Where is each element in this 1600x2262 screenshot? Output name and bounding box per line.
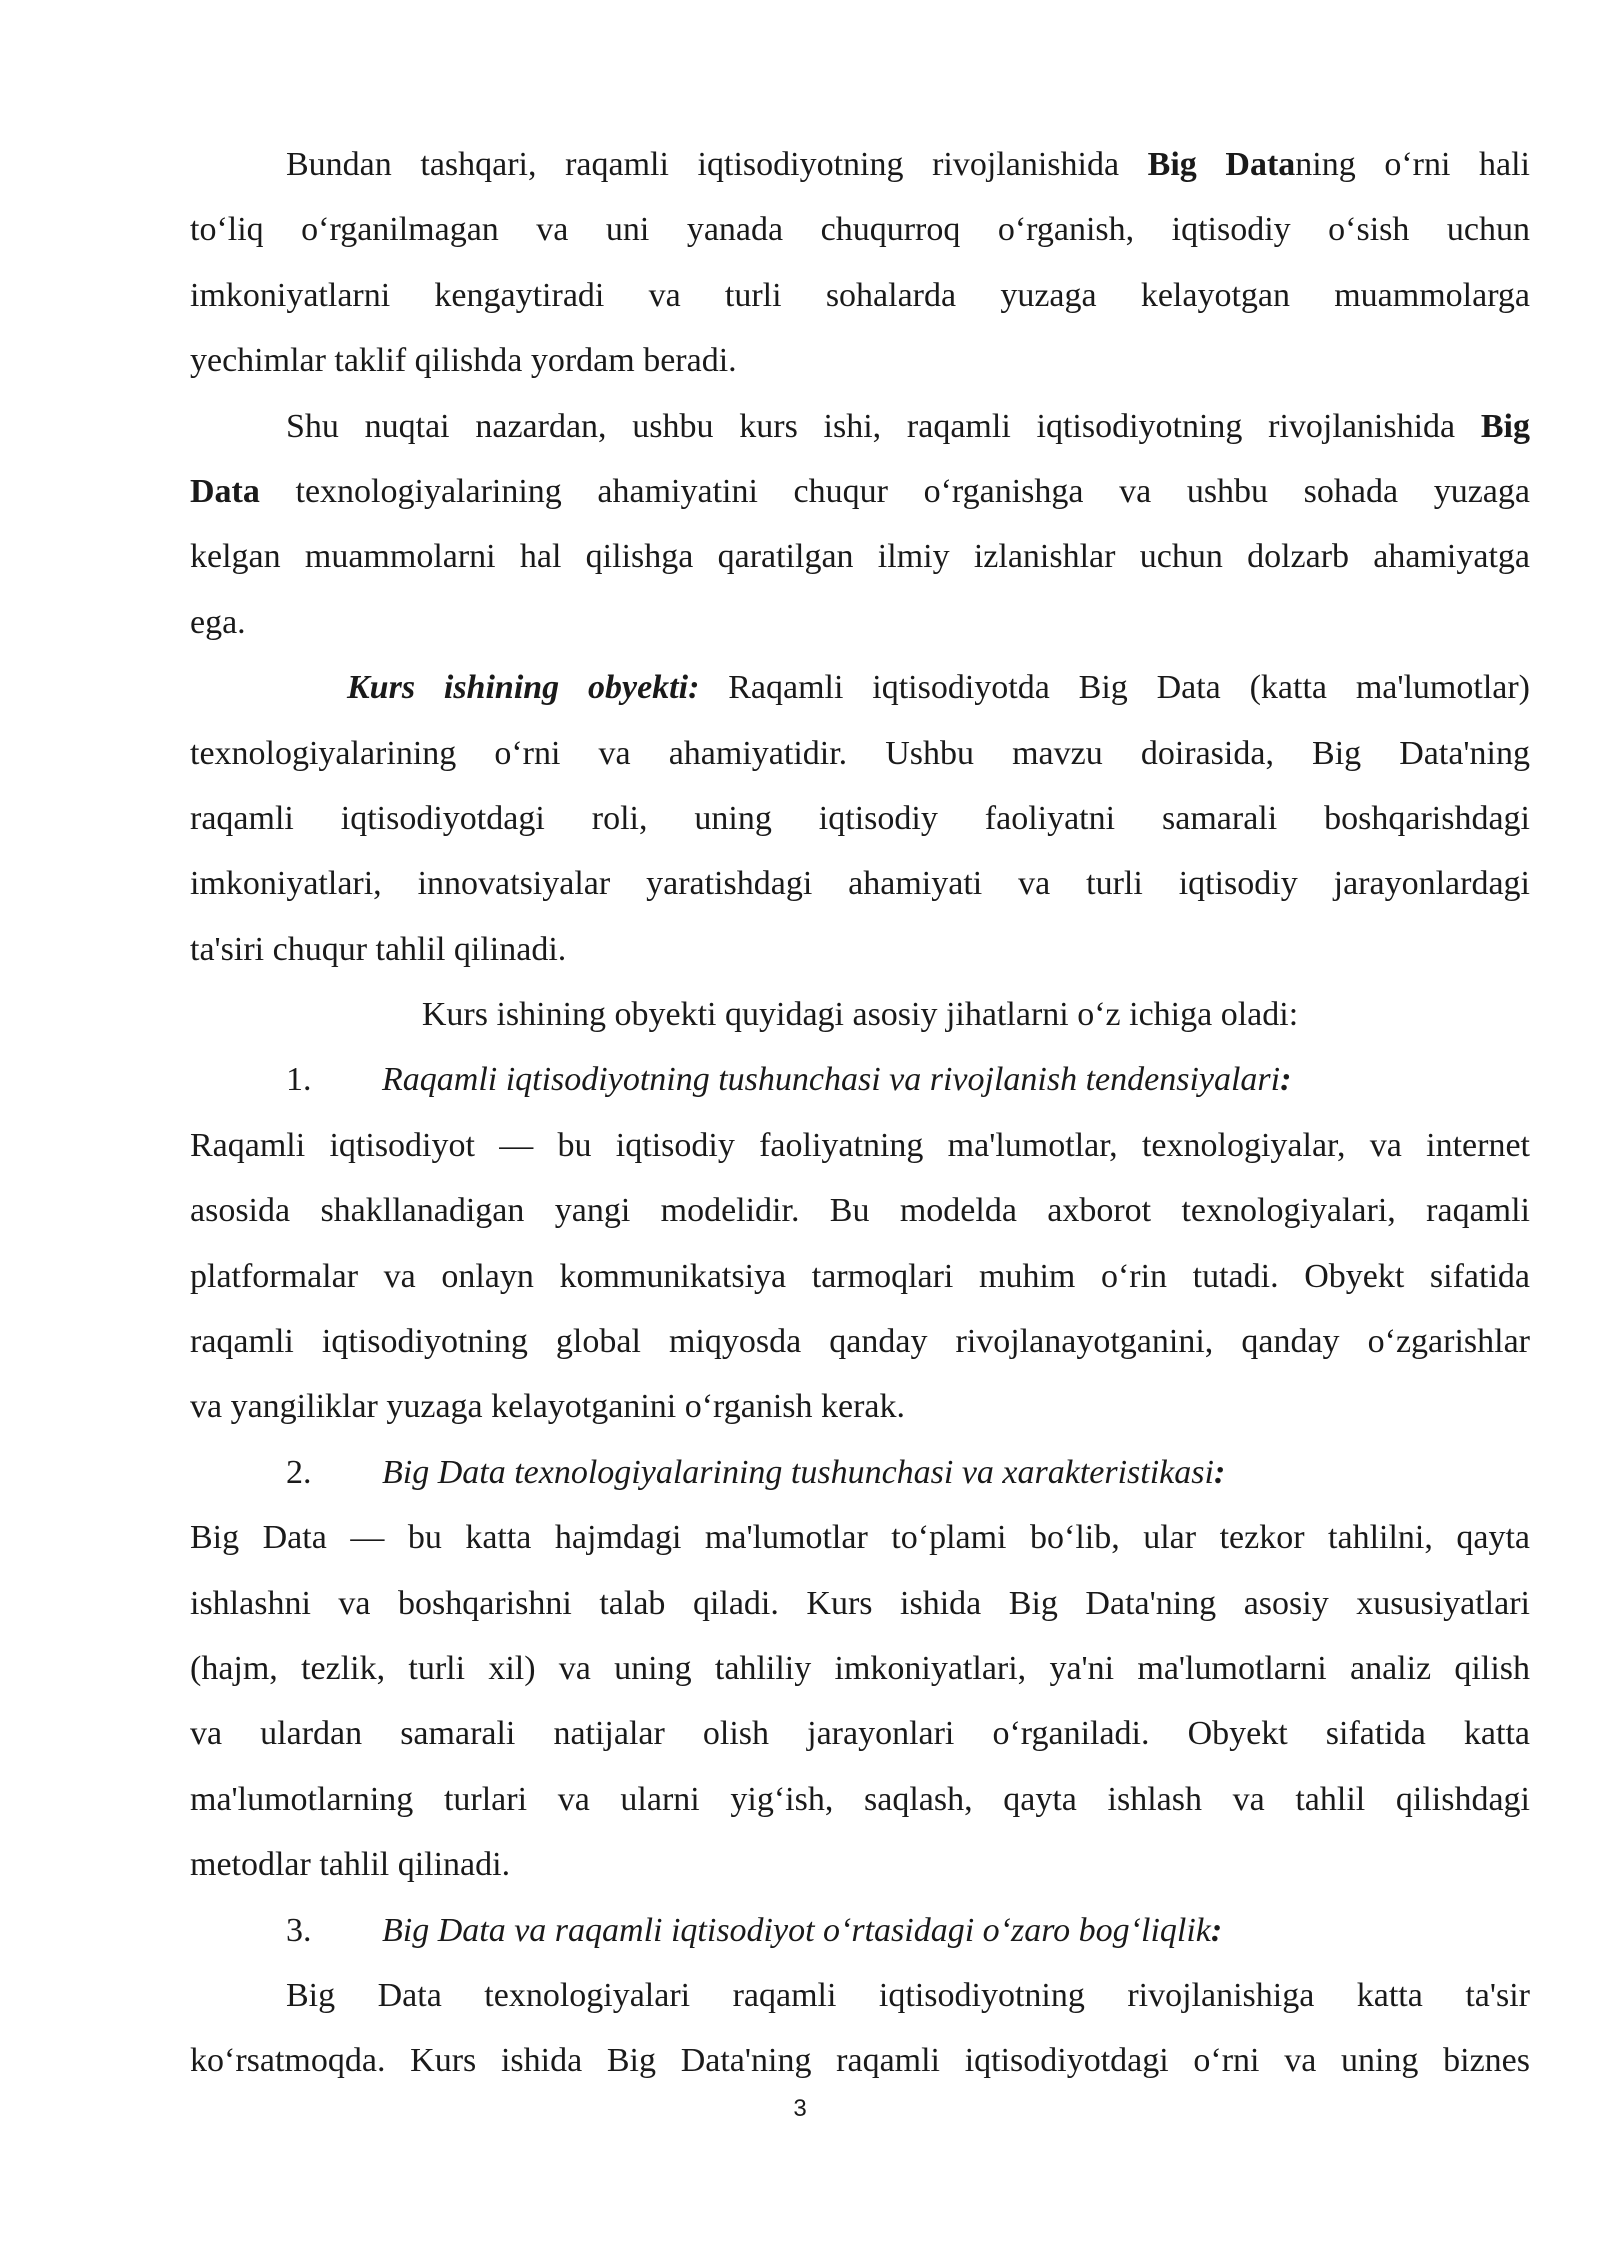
paragraph-2-line-2 [190,459,1530,524]
list-number: 2. [286,1453,312,1491]
object-heading: Kurs ishining obyekti: [347,669,700,707]
text-span: Shu nuqtai nazardan, ushbu kurs ishi, raqamli iqtisodiyotning rivojlanishida [286,407,1481,445]
paragraph-3-line-3: raqamli iqtisodiyotdagi roli, uning iqtisodiy faoliyatni samarali boshqarishdagi [190,799,1530,837]
list-item-3-line-1: Big Data texnologiyalari raqamli iqtisodiyotning rivojlanishiga katta ta'sir [286,1976,1530,2014]
paragraph-3-line-4: imkoniyatlari, innovatsiyalar yaratishdagi ahamiyati va turli iqtisodiy jarayonlardagi [190,865,1530,903]
paragraph-1-line-1 [190,132,1530,197]
list-item-2-line-6: metodlar tahlil qilinadi. [190,1846,511,1884]
list-colon: : [1280,1061,1292,1099]
list-colon: : [1213,1453,1226,1491]
page-body [190,132,1530,2094]
list-item-2-line-4: va ulardan samarali natijalar olish jarayonlari o‘rganiladi. Obyekt sifatida katta [190,1715,1530,1753]
list-heading: Raqamli iqtisodiyotning tushunchasi va rivojlanish tendensiyalari [382,1061,1281,1099]
list-number: 3. [286,1911,312,1949]
bold-term: Big [1480,407,1530,445]
paragraph-1-line-2: to‘liq o‘rganilmagan va uni yanada chuqurroq o‘rganish, iqtisodiy o‘sish uchun [190,211,1530,249]
paragraph-4-line-1: Kurs ishining obyekti quyidagi asosiy jihatlarni o‘z ichiga oladi: [421,996,1299,1034]
paragraph-2-line-4: ega. [190,603,246,641]
paragraph-2-line-3: kelgan muammolarni hal qilishga qaratilgan ilmiy izlanishlar uchun dolzarb ahamiyatga [190,538,1530,576]
paragraph-2-line-1 [190,394,1530,459]
text-span: Raqamli iqtisodiyotda Big Data (katta ma'lumotlar) [699,669,1531,707]
list-heading: Big Data va raqamli iqtisodiyot o‘rtasidagi o‘zaro bog‘liqlik [382,1911,1211,1949]
list-item-2-line-5: ma'lumotlarning turlari va ularni yig‘ish, saqlash, qayta ishlash va tahlil qilishdagi [190,1780,1530,1818]
list-item-2-line-2: ishlashni va boshqarishni talab qiladi. Kurs ishida Big Data'ning asosiy xususiyatlari [190,1584,1530,1622]
list-colon: : [1210,1911,1223,1949]
list-item-3-line-2: ko‘rsatmoqda. Kurs ishida Big Data'ning raqamli iqtisodiyotdagi o‘rni va uning biznes [190,2042,1530,2080]
list-item-2-line-1: Big Data — bu katta hajmdagi ma'lumotlar to‘plami bo‘lib, ular tezkor tahlilni, qayta [190,1519,1530,1557]
paragraph-1-line-4: yechimlar taklif qilishda yordam beradi. [190,342,737,380]
list-item-2-heading [190,1440,1530,1505]
paragraph-3-line-1 [190,655,1530,720]
text-span: ning o‘rni hali [1295,146,1530,183]
bold-term: Data [190,472,260,510]
paragraph-3-line-2: texnologiyalarining o‘rni va ahamiyatidir. Ushbu mavzu doirasida, Big Data'ning [190,734,1530,772]
list-item-1-line-2: asosida shakllanadigan yangi modelidir. Bu modelda axborot texnologiyalari, raqamli [190,1192,1530,1230]
text-span: Bundan tashqari, raqamli iqtisodiyotning rivojlanishida [286,146,1148,183]
page-number: 3 [793,2095,807,2122]
list-heading: Big Data texnologiyalarining tushunchasi va xarakteristikasi [382,1453,1214,1491]
list-item-1-line-4: raqamli iqtisodiyotning global miqyosda qanday rivojlanayotganini, qanday o‘zgarishlar [190,1323,1530,1361]
list-item-1-line-3: platformalar va onlayn kommunikatsiya tarmoqlari muhim o‘rin tutadi. Obyekt sifatida [190,1257,1530,1295]
list-item-1-line-5: va yangiliklar yuzaga kelayotganini o‘rganish kerak. [190,1388,906,1426]
list-item-1-heading [190,1047,1530,1112]
list-item-2-line-3: (hajm, tezlik, turli xil) va uning tahliliy imkoniyatlari, ya'ni ma'lumotlarni analiz qilish [190,1649,1530,1687]
text-span: texnologiyalarining ahamiyatini chuqur o‘rganishga va ushbu sohada yuzaga [259,472,1530,510]
paragraph-3-line-5: ta'siri chuqur tahlil qilinadi. [190,930,567,968]
list-number: 1. [286,1061,312,1099]
list-item-1-line-1: Raqamli iqtisodiyot — bu iqtisodiy faoliyatning ma'lumotlar, texnologiyalar, va internet [190,1126,1530,1164]
list-item-3-heading [190,1898,1530,1963]
bold-term: Big Data [1147,146,1296,183]
paragraph-1-line-3: imkoniyatlarni kengaytiradi va turli sohalarda yuzaga kelayotgan muammolarga [190,276,1530,314]
